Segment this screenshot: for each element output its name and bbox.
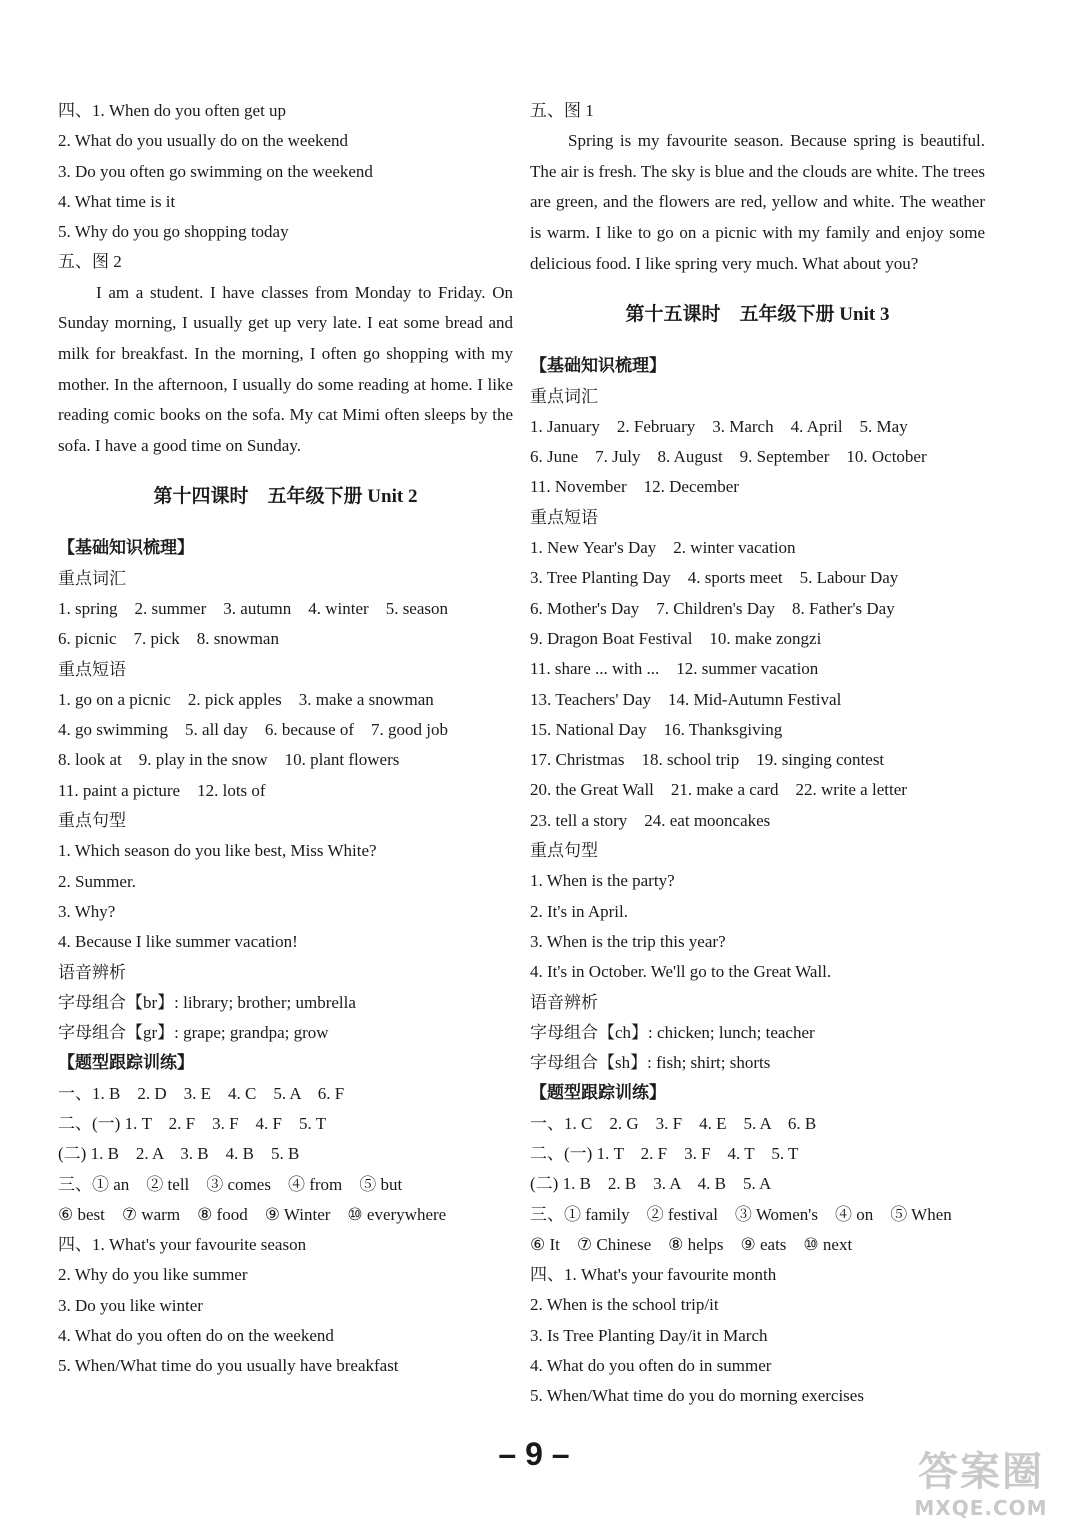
answer-line: 二、(一) 1. T 2. F 3. F 4. T 5. T [530,1143,799,1163]
passage: Spring is my favourite season. Because spring is beautiful. The air is fresh. The sky is blue and the clouds are white. The trees are green, and the flowers are red, yellow and white. The weather is warm. I like to go on a picnic with my family and enjoy some delicious food. I like spring very much. What about you? [530,131,985,273]
left-column [58,96,513,1382]
answer-line: 5. When/What time do you do morning exercises [530,1386,864,1406]
sentence-line: 3. Why? [58,901,116,921]
picture-label: 五、图 2 [58,252,122,272]
sentence-line: 1. When is the party? [530,871,675,891]
watermark-url: MXQE.COM [914,1496,1048,1520]
watermark-text: 答案圈 [918,1449,1044,1495]
answer-line: 4. What do you often do in summer [530,1356,772,1376]
answer-line: 5. When/What time do you usually have breakfast [58,1356,399,1376]
vocab-line: 11. November 12. December [530,477,739,497]
top-answer-list [58,96,513,247]
phonics-line: 字母组合【br】: library; brother; umbrella [58,992,356,1012]
answer-line: 三、① an ② tell ③ comes ④ from ⑤ but [58,1174,403,1194]
phrase-line: 1. New Year's Day 2. winter vacation [530,538,796,558]
answer-line: 3. Is Tree Planting Day/it in March [530,1325,768,1345]
vocab-line: 1. spring 2. summer 3. autumn 4. winter 5. season [58,598,449,618]
watermark-logo [906,1448,1056,1528]
answer-line: 三、① family ② festival ③ Women's ④ on ⑤ When [530,1204,952,1224]
section-heading: 【题型跟踪训练】 [530,1083,666,1103]
passage: I am a student. I have classes from Monday to Friday. On Sunday morning, I usually get up very late. I eat some bread and milk for breakfast. In the morning, I often go shopping with my mother. In the afternoon, I usually do some reading at home. I like reading comic books on the sofa. My cat Mimi often sleeps by the sofa. I have a good time on Sunday. [58,282,513,455]
phrase-line: 6. Mother's Day 7. Children's Day 8. Father's Day [530,598,895,618]
phrase-line: 23. tell a story 24. eat mooncakes [530,810,771,830]
answer-line: 2. What do you usually do on the weekend [58,131,349,151]
phrase-line: 17. Christmas 18. school trip 19. singing contest [530,750,885,770]
sentence-line: 2. Summer. [58,871,136,891]
phonics-line: 字母组合【ch】: chicken; lunch; teacher [530,1022,815,1042]
sentence-line: 3. When is the trip this year? [530,931,726,951]
phonics-line: 字母组合【gr】: grape; grandpa; grow [58,1023,329,1043]
phrase-line: 8. look at 9. play in the snow 10. plant flowers [58,750,400,770]
phrase-line: 15. National Day 16. Thanksgiving [530,719,783,739]
phrase-line: 1. go on a picnic 2. pick apples 3. make a snowman [58,689,434,709]
vocab-line: 6. June 7. July 8. August 9. September 10. October [530,447,927,467]
phrase-line: 13. Teachers' Day 14. Mid-Autumn Festival [530,689,842,709]
answer-line: 2. When is the school trip/it [530,1295,719,1315]
answer-line: 四、1. What's your favourite month [530,1265,777,1285]
sentence-line: 4. It's in October. We'll go to the Great Wall. [530,962,832,982]
phrase-line: 11. paint a picture 12. lots of [58,780,266,800]
answer-line: 2. Why do you like summer [58,1265,248,1285]
answer-line: 四、1. When do you often get up [58,101,287,120]
section-heading: 【基础知识梳理】 [58,538,194,558]
phonics-line: 字母组合【sh】: fish; shirt; shorts [530,1053,771,1073]
picture-label: 五、图 1 [530,101,594,120]
phrase-heading: 重点短语 [58,659,126,679]
sentence-line: 2. It's in April. [530,901,628,921]
sentence-line: 1. Which season do you like best, Miss White? [58,841,377,861]
sentence-line: 4. Because I like summer vacation! [58,932,298,952]
answer-line: 一、1. C 2. G 3. F 4. E 5. A 6. B [530,1113,817,1133]
vocab-line: 1. January 2. February 3. March 4. April 5. May [530,416,908,436]
sentence-heading: 重点句型 [58,811,126,831]
lesson-title: 第十五课时 五年级下册 Unit 3 [625,304,890,326]
sentence-heading: 重点句型 [530,841,598,861]
vocab-heading: 重点词汇 [530,386,598,406]
answer-line: 四、1. What's your favourite season [58,1235,307,1255]
phrase-line: 3. Tree Planting Day 4. sports meet 5. Labour Day [530,568,899,588]
page-number: – 9 – [498,1436,570,1472]
section-heading: 【题型跟踪训练】 [58,1053,194,1073]
phrase-line: 11. share ... with ... 12. summer vacation [530,659,819,679]
answer-line: 一、1. B 2. D 3. E 4. C 5. A 6. F [58,1083,345,1103]
right-column [530,96,985,1412]
answer-line: 二、(一) 1. T 2. F 3. F 4. F 5. T [58,1113,327,1133]
vocab-line: 6. picnic 7. pick 8. snowman [58,629,279,649]
vocab-heading: 重点词汇 [58,568,126,588]
answer-line: ⑥ best ⑦ warm ⑧ food ⑨ Winter ⑩ everywhere [58,1204,447,1224]
phrase-line: 4. go swimming 5. all day 6. because of 7. good job [58,720,449,740]
answer-line: 3. Do you often go swimming on the weekend [58,161,373,181]
answer-line: 4. What time is it [58,191,176,211]
phrase-heading: 重点短语 [530,507,598,527]
answer-line: (二) 1. B 2. B 3. A 4. B 5. A [530,1174,772,1194]
answer-line: 5. Why do you go shopping today [58,222,289,242]
answer-line: 3. Do you like winter [58,1295,203,1315]
phrase-line: 9. Dragon Boat Festival 10. make zongzi [530,628,822,648]
answer-line: (二) 1. B 2. A 3. B 4. B 5. B [58,1144,300,1164]
section-heading: 【基础知识梳理】 [530,356,666,376]
phonics-heading: 语音辨析 [530,992,598,1012]
phrase-line: 20. the Great Wall 21. make a card 22. write a letter [530,780,907,800]
phonics-heading: 语音辨析 [58,962,126,982]
lesson-title: 第十四课时 五年级下册 Unit 2 [153,486,418,508]
answer-line: 4. What do you often do on the weekend [58,1326,334,1346]
answer-line: ⑥ It ⑦ Chinese ⑧ helps ⑨ eats ⑩ next [530,1234,853,1254]
